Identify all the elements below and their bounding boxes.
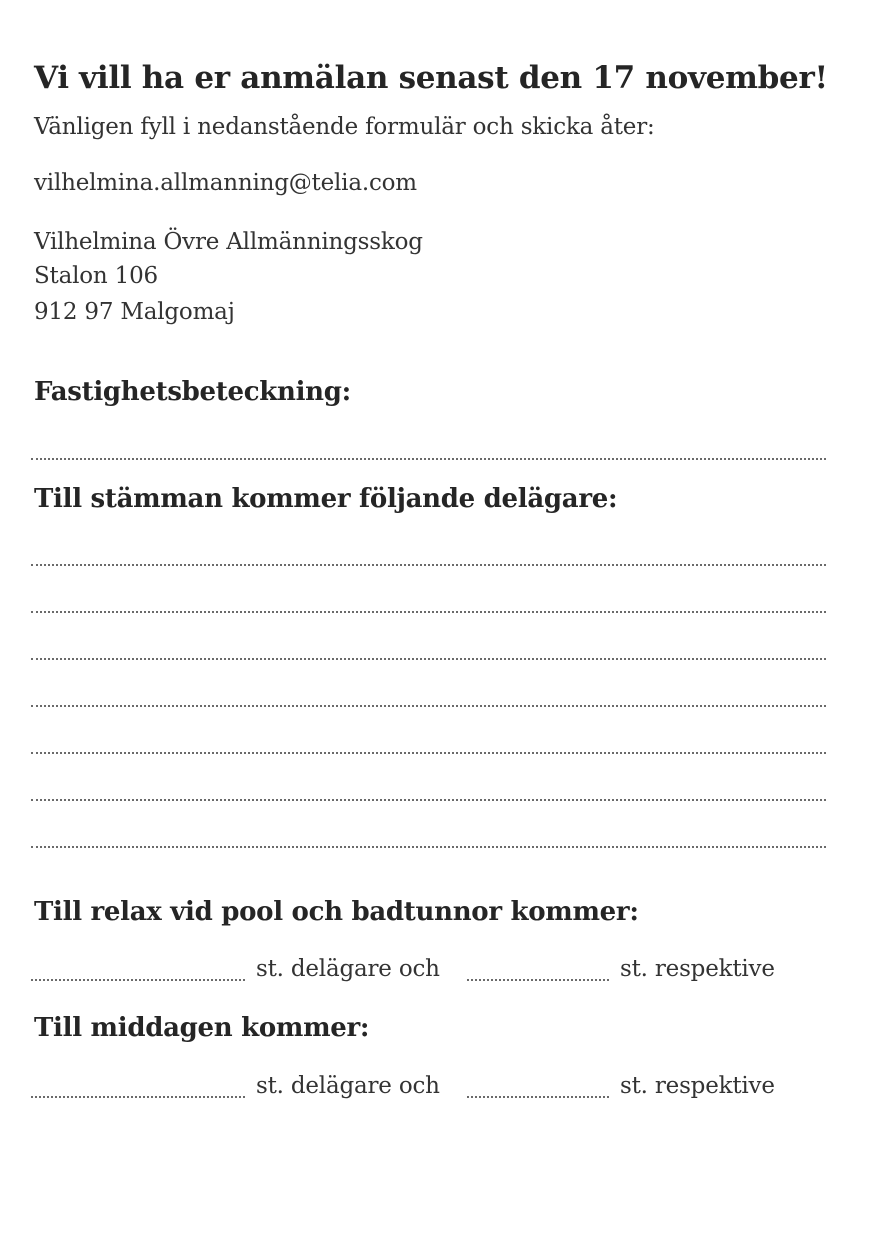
fastighet-fill-line[interactable]	[31, 458, 826, 460]
stamman-label: Till stämman kommer följande delägare:	[34, 484, 618, 514]
relax-respektive-count-field[interactable]	[467, 979, 609, 981]
stamman-fill-line-7[interactable]	[31, 846, 826, 848]
relax-delagare-count-field[interactable]	[31, 979, 245, 981]
middag-respektive-count-field[interactable]	[467, 1096, 609, 1098]
relax-label: Till relax vid pool och badtunnor kommer:	[34, 897, 639, 927]
address-postal: 912 97 Malgomaj	[34, 299, 235, 325]
stamman-fill-line-4[interactable]	[31, 705, 826, 707]
email-address: vilhelmina.allmanning@telia.com	[34, 170, 417, 196]
stamman-fill-line-5[interactable]	[31, 752, 826, 754]
intro-text: Vänligen fyll i nedanstående formulär och skicka åter:	[34, 114, 655, 140]
relax-respektive-text: st. respektive	[620, 956, 775, 982]
stamman-fill-line-1[interactable]	[31, 564, 826, 566]
stamman-fill-line-2[interactable]	[31, 611, 826, 613]
middag-respektive-text: st. respektive	[620, 1073, 775, 1099]
page-title: Vi vill ha er anmälan senast den 17 november!	[34, 60, 828, 96]
stamman-fill-line-3[interactable]	[31, 658, 826, 660]
stamman-fill-line-6[interactable]	[31, 799, 826, 801]
address-street: Stalon 106	[34, 263, 158, 289]
middag-delagare-count-field[interactable]	[31, 1096, 245, 1098]
address-name: Vilhelmina Övre Allmänningsskog	[34, 229, 423, 255]
middag-label: Till middagen kommer:	[34, 1013, 370, 1043]
middag-delagare-text: st. delägare och	[256, 1073, 440, 1099]
fastighet-label: Fastighetsbeteckning:	[34, 377, 351, 407]
relax-delagare-text: st. delägare och	[256, 956, 440, 982]
